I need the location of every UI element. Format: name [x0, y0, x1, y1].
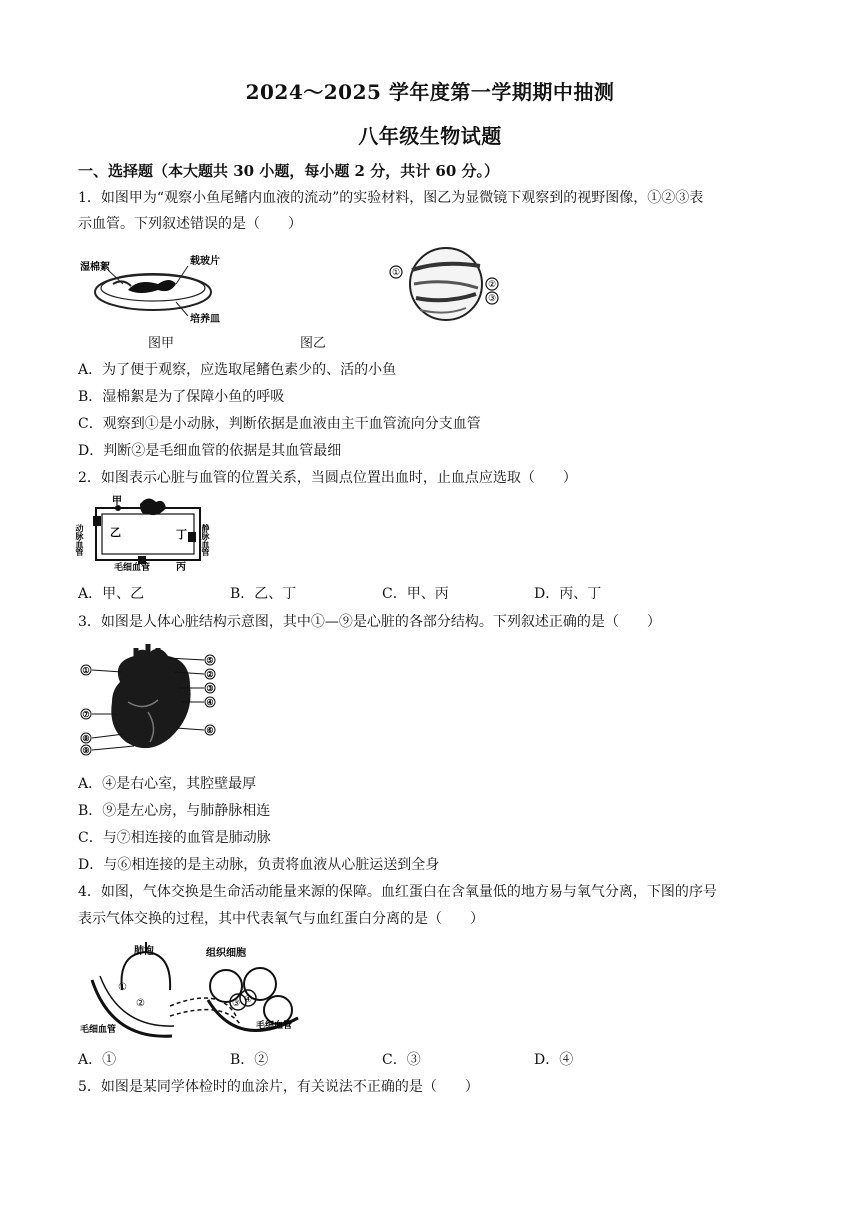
- q2-option-d: D．丙、丁: [534, 586, 602, 602]
- q3-label-9: ⑨: [82, 745, 90, 755]
- q4-option-a: A．①: [78, 1052, 117, 1068]
- q3-option-b: B．⑨是左心房，与肺静脉相连: [78, 803, 271, 819]
- q2-label-ding: 丁: [176, 528, 187, 541]
- q3-stem: 3．如图是人体心脏结构示意图，其中①—⑨是心脏的各部分结构。下列叙述正确的是（ ）: [78, 614, 661, 630]
- q1-label-b1: ①: [391, 268, 401, 278]
- section-heading: 一、选择题（本大题共 30 小题，每小题 2 分，共计 60 分。）: [78, 162, 500, 180]
- q1-figure-a: [78, 250, 218, 330]
- q3-option-a: A．④是右心室，其腔壁最厚: [78, 776, 257, 792]
- q1-figure-b: [384, 244, 504, 324]
- q1-label-b3: ③: [487, 294, 497, 304]
- q2-label-yi: 乙: [110, 526, 121, 539]
- q4-stem-line1: 4．如图，气体交换是生命活动能量来源的保障。血红蛋白在含氧量低的地方易与氧气分离，下图的序号: [78, 884, 717, 900]
- q1-option-d: D．判断②是毛细血管的依据是其血管最细: [78, 443, 342, 459]
- q4-option-b: B．②: [230, 1052, 269, 1068]
- q4-label-n2: ②: [136, 998, 145, 1009]
- q1-option-b: B．湿棉絮是为了保障小鱼的呼吸: [78, 389, 285, 405]
- q3-option-c: C．与⑦相连接的血管是肺动脉: [78, 830, 271, 846]
- q1-caption-a: 图甲: [148, 336, 175, 351]
- q2-stem: 2．如图表示心脏与血管的位置关系，当圆点位置出血时，止血点应选取（ ）: [78, 470, 577, 486]
- q2-option-a: A．甲、乙: [78, 586, 145, 602]
- q4-label-n4: ④: [244, 995, 253, 1005]
- q2-label-jia: 甲: [112, 496, 122, 507]
- q1-label-cotton: 湿棉絮: [80, 262, 110, 273]
- q3-figure: [78, 642, 220, 758]
- q1-caption-b: 图乙: [300, 336, 327, 351]
- q5-stem: 5．如图是某同学体检时的血涂片，有关说法不正确的是（ ）: [78, 1079, 479, 1095]
- q4-label-n3: ③: [232, 999, 241, 1009]
- q4-label-cap-left: 毛细血管: [80, 1025, 117, 1035]
- page-title: 2024～2025 学年度第一学期期中抽测: [245, 80, 615, 104]
- page-subtitle: 八年级生物试题: [358, 124, 502, 148]
- q2-option-c: C．甲、丙: [382, 586, 449, 602]
- q1-label-petri: 培养皿: [190, 314, 220, 325]
- q4-label-cap-right: 毛细血管: [256, 1021, 293, 1031]
- q2-label-right: 静脉血管: [201, 524, 211, 556]
- q4-figure: [78, 940, 308, 1036]
- q4-option-d: D．④: [534, 1052, 574, 1068]
- q4-label-alveolus: 肺泡: [134, 946, 154, 957]
- q1-option-a: A．为了便于观察，应选取尾鳍色素少的、活的小鱼: [78, 362, 397, 378]
- q3-label-5a: ⑤: [206, 655, 214, 665]
- q2-label-left: 动脉血管: [75, 524, 85, 556]
- q1-stem-line1: 1．如图甲为“观察小鱼尾鳍内血液的流动”的实验材料，图乙为显微镜下观察到的视野图像，①②③表: [78, 190, 704, 206]
- q3-label-8: ⑧: [82, 733, 90, 743]
- q3-label-3: ③: [206, 683, 214, 693]
- q4-label-tissue: 组织细胞: [206, 948, 246, 959]
- q1-label-dish: 载玻片: [190, 256, 220, 267]
- q2-figure: [75, 494, 218, 574]
- q4-stem-line2: 表示气体交换的过程，其中代表氧气与血红蛋白分离的是（ ）: [78, 911, 484, 927]
- q3-label-6: ⑥: [206, 725, 214, 735]
- q1-option-c: C．观察到①是小动脉，判断依据是血液由主干血管流向分支血管: [78, 416, 481, 432]
- q1-stem-line2: 示血管。下列叙述错误的是（ ）: [78, 216, 302, 232]
- q4-option-c: C．③: [382, 1052, 421, 1068]
- q2-option-b: B．乙、丁: [230, 586, 297, 602]
- q2-label-cap: 毛细血管: [114, 563, 151, 573]
- q2-label-bing: 丙: [176, 562, 186, 573]
- q3-label-2a: ②: [206, 669, 214, 679]
- q4-label-n1: ①: [118, 982, 127, 993]
- q1-label-b2: ②: [487, 280, 497, 290]
- q3-label-4: ④: [206, 697, 214, 707]
- q3-label-7: ⑦: [82, 709, 90, 719]
- q3-label-1: ①: [82, 665, 90, 675]
- q3-option-d: D．与⑥相连接的是主动脉，负责将血液从心脏运送到全身: [78, 857, 440, 873]
